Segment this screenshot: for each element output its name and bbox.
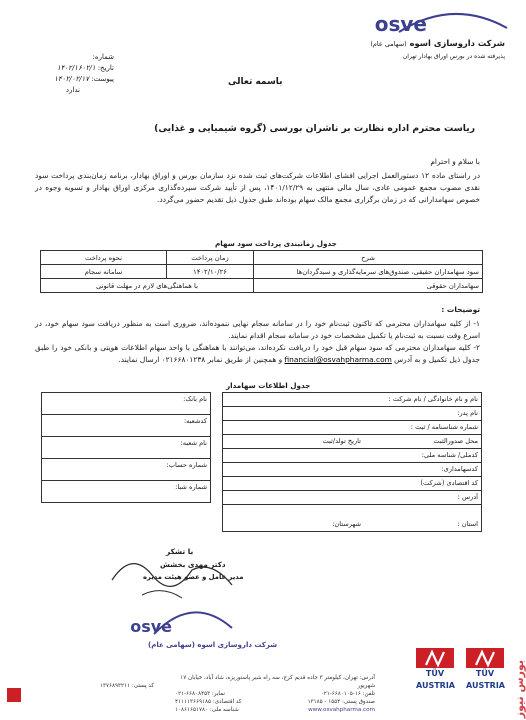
tuv-logo-2: [466, 648, 504, 698]
tuv-text: TÜV AUSTRIA: [466, 669, 505, 690]
recipient: ریاست محترم اداره نظارت بر ناشران بورسی (گروه شیمیایی و غذایی): [154, 123, 475, 134]
company-stamp-logo-icon: [130, 598, 238, 638]
note-2-tail: و همچنین از طریق نمابر ۰۲۱۶۶۸۰۱۲۳۸ ارسال نمایند.: [118, 355, 283, 364]
city-label: شهرستان:: [332, 520, 361, 528]
form-row: کدسهامداری:: [223, 463, 481, 477]
letter-meta: [14, 52, 114, 96]
date-label: تاریخ:: [97, 64, 114, 72]
form-row: [223, 505, 481, 531]
table-cell: سامانه سجام: [41, 265, 167, 279]
note-1: ۱- از کلیه سهامداران محترمی که تاکنون ثبت‌نام خود را در سامانه سجام نهایی ننموده‌اند، ضروری است به منظور دریافت سود سهام خود، در اسرع وقت نسبت به ثبت‌نام یا تکمیل مشخصات خود در سامانه سجام اقدام نمایند.: [35, 319, 480, 340]
form-row: نام بانک:: [42, 393, 210, 415]
table-cell: ۱۴۰۲/۱۰/۲۶: [167, 265, 254, 279]
table-cell: زمان پرداخت: [167, 251, 254, 265]
form-row: شماره شبا:: [175, 483, 207, 491]
footer-address: [175, 674, 375, 714]
table-row: [41, 251, 483, 265]
footer-row: [175, 698, 375, 706]
company-name: [370, 38, 505, 49]
table-cell: نحوه پرداخت: [41, 251, 167, 265]
company-type: (سهامی عام): [370, 40, 407, 48]
company-stamp: شرکت داروسازی اسوه (سهامی عام): [148, 641, 278, 649]
company-name-text: شرکت داروسازی اسوه: [409, 38, 505, 48]
thanks: با تشکر: [166, 547, 194, 556]
table-cell: سهامداران حقوقی: [254, 279, 483, 293]
footer-line: صندوق پستی: ۱۵۵۴ - ۱۳۱۸۵: [307, 699, 375, 705]
company-accepted: پذیرفته شده در بورس اوراق بهادار تهران: [402, 53, 505, 60]
form-row: نام پدر:: [223, 407, 481, 421]
table-cell: با هماهنگی‌های لازم در مهلت قانونی: [41, 279, 254, 293]
form-row: کد اقتصادی (شرکت): [223, 477, 481, 491]
shareholder-left-table: [41, 392, 211, 503]
basmala: باسمه تعالی: [228, 77, 283, 87]
footer-line: کد اقتصادی: ۴۱۱۱۱۳۶۶۹۱۸۵: [175, 699, 242, 705]
greeting: با سلام و احترام: [430, 157, 480, 166]
number-value: ۱۴۰۲/۱۶۰۲/۱: [56, 64, 96, 72]
table-cell: شرح: [254, 251, 483, 265]
email-link[interactable]: financial@osvahpharma.com: [284, 355, 392, 364]
footer-line: نمابر: ۶۶۸۰۸۴۵۳-۰۲۱: [175, 691, 225, 697]
shareholder-title: جدول اطلاعات سهامدار: [226, 381, 311, 390]
attachment-value: ندارد: [65, 86, 80, 94]
shareholder-form: [41, 392, 482, 547]
tuv-mark-icon: [416, 648, 454, 668]
footer-line: شناسه ملی: ۱۰۸۶۱۶۵۱۷۸۰: [175, 707, 239, 713]
date-value: ۱۴۰۲/۰۲/۱۷: [54, 75, 89, 83]
watermark: بورس نیوز: [513, 660, 526, 719]
form-row: آدرس :: [223, 491, 481, 505]
form-row: [223, 435, 481, 449]
tuv-mark-icon: [466, 648, 504, 668]
footer-line: کد پستی: ۱۳۷۶۸۹۳۲۱۱: [100, 683, 154, 689]
body-paragraph: در راستای ماده ۱۲ دستورالعمل اجرایی افشای اطلاعات شرکت‌های ثبت شده نزد سازمان بورس و اوراق بهادار، برنامه زمان‌بندی پرداخت سود نقدی مصوب مجمع عمومی عادی، سال مالی منتهی به ۱۴۰۱/۱۲/۲۹، پس از تأیید شرکت سپرده‌گذاری مرکزی اوراق بهادار و تسویه وجوه در خصوص سهامدارانی که در زمان برگزاری مجمع مالک سهام بوده‌اند طبق جدول ذیل تقدیم حضور می‌گردد.: [35, 171, 480, 204]
osve-logo-icon: [374, 6, 513, 36]
watermark-badge-icon: [7, 688, 21, 702]
tuv-logo-1: [416, 648, 454, 698]
footer-line[interactable]: www.osvahpharma.com: [308, 707, 375, 713]
birth-date-label: تاریخ تولد/ثبت: [322, 437, 361, 445]
footer-line: تلفن: ۱۶-۶۶۸۰۱۰۵-۰۲۱: [320, 691, 375, 697]
tuv-text: TÜV AUSTRIA: [416, 669, 455, 690]
form-row: نام شعبه:: [42, 437, 210, 459]
logo-text: osve: [374, 12, 427, 36]
notes-title: توضیحات :: [441, 305, 480, 314]
form-row: نام و نام خانوادگی / نام شرکت :: [223, 393, 481, 407]
table-row: [41, 265, 483, 279]
attachment-label: پیوست:: [91, 75, 114, 83]
shareholder-right-table: [222, 392, 482, 532]
form-row: کدملی/ شناسه ملی:: [223, 449, 481, 463]
form-row: شماره شناسنامه / ثبت :: [223, 421, 481, 435]
number-label: شماره:: [92, 53, 114, 61]
issue-place-label: محل صدورالثبت: [433, 437, 478, 445]
schedule-table: [40, 250, 483, 293]
note-2-text: ۲- کلیه سهامداران محترمی که سود سهام قبل خود را دریافت نکرده‌اند، می‌توانند با هماهنگی با واحد سهام اطلاعات هویتی و بانکی خود را طبق جدول ذیل تکمیل و به آدرس: [35, 343, 480, 364]
schedule-title: جدول زمانبندی پرداخت سود سهام: [215, 239, 337, 248]
province-label: استان :: [457, 520, 478, 528]
table-row: [41, 279, 483, 293]
signer-name: دکتر مهدی بخشش: [160, 560, 226, 569]
form-row: شماره حساب:: [42, 459, 210, 481]
table-cell: سود سهامداران حقیقی، صندوق‌های سرمایه‌گذاری و سبدگردان‌ها: [254, 265, 483, 279]
footer-line: آدرس: تهران، کیلومتر ۳ جاده قدیم کرج، سه راه شیر پاستوریزه، شاد آباد، خیابان ۱۷ شهریور: [180, 675, 375, 689]
footer-row: [175, 706, 375, 714]
form-row: کدشعبه:: [42, 415, 210, 437]
footer-row: [175, 690, 375, 698]
signer-title: مدیر عامل و عضو هیئت مدیره: [143, 573, 244, 581]
stamp-logo-text: osve: [130, 617, 172, 636]
note-2: [35, 342, 480, 366]
